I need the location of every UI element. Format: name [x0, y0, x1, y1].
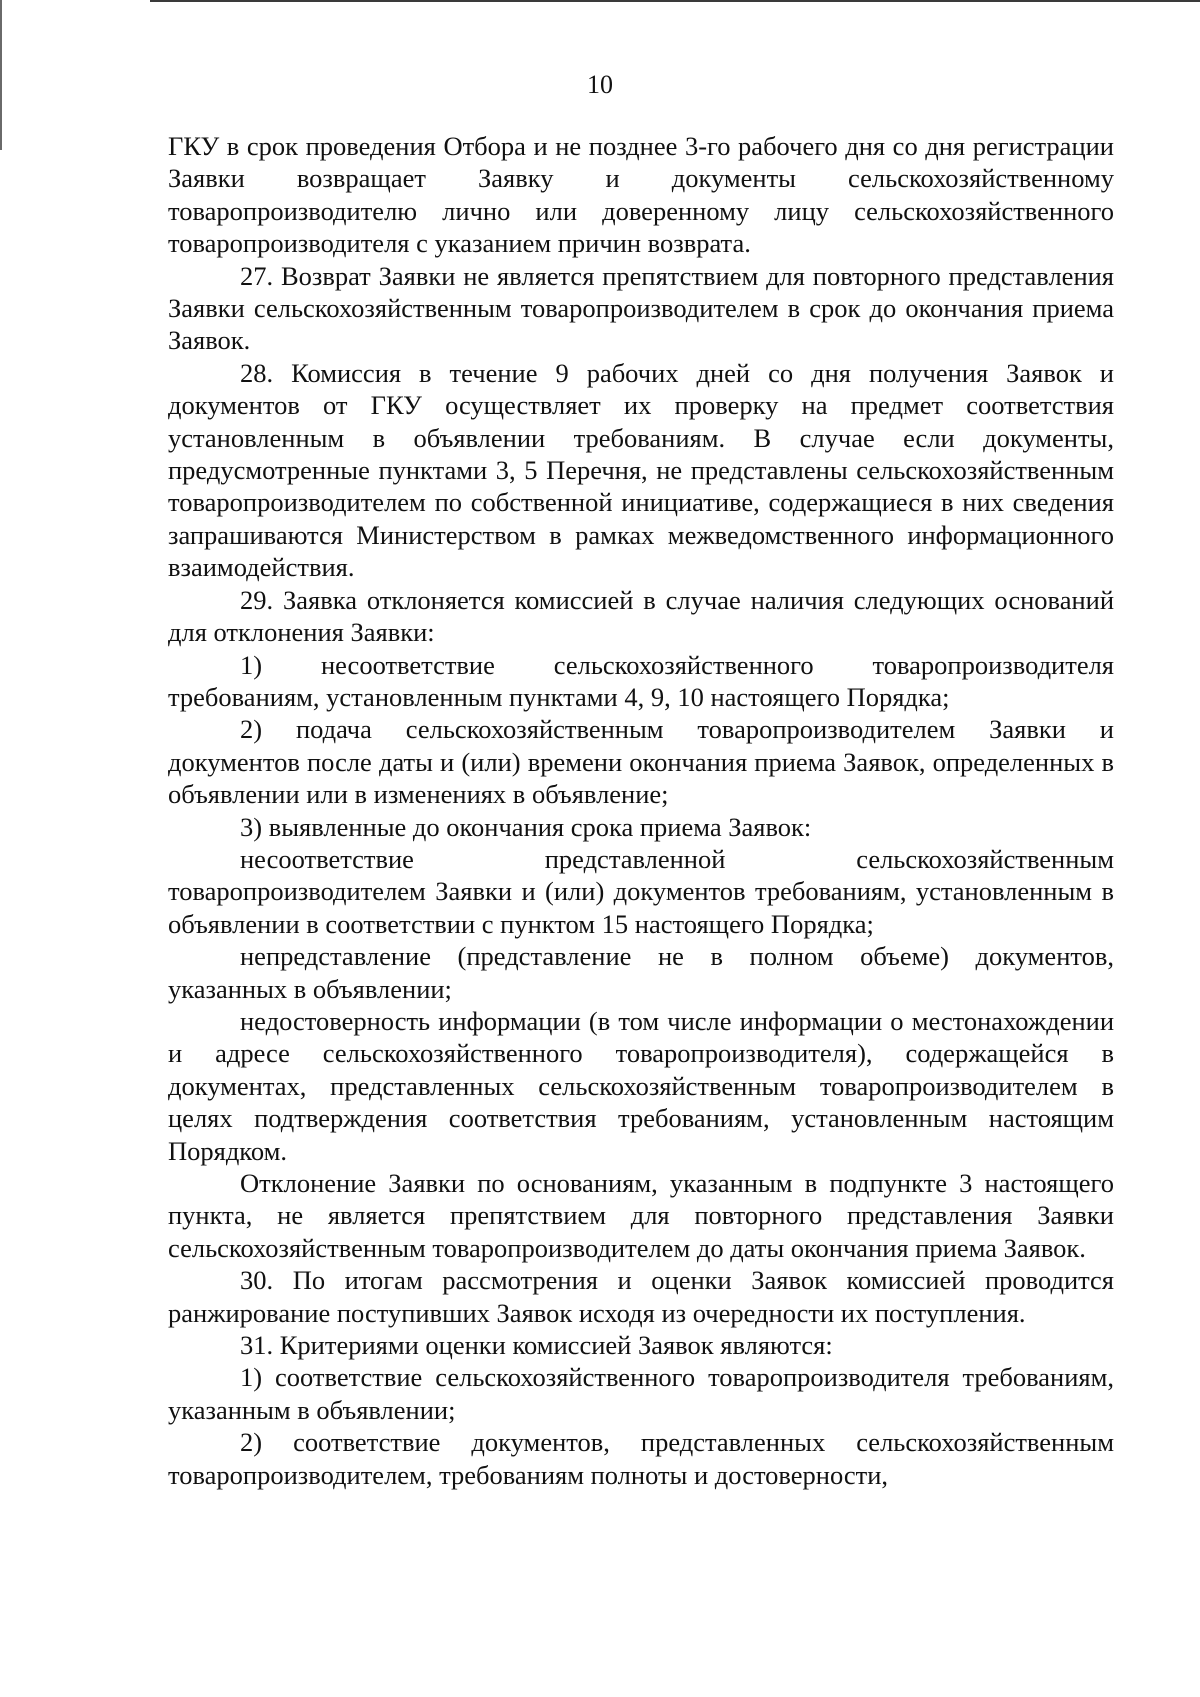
scan-edge-top	[150, 0, 1200, 2]
paragraph-31: 31. Критериями оценки комиссией Заявок являются:	[240, 1330, 833, 1361]
paragraph-29-item-3-c: недостоверность информации (в том числе информации о местонахождении и адресе сельскохозяйственного товаропроизводителя), содержащейся в документах, представленных сельскохозяйственным товаропроизводителем в целях подтверждения соответствия требованиям, установленным настоящим Порядком.	[168, 1005, 1114, 1166]
paragraph-31-item-2: 2) соответствие документов, представленных сельскохозяйственным товаропроизводителем, требованиям полноты и достоверности,	[168, 1427, 1114, 1490]
paragraph-continuation: ГКУ в срок проведения Отбора и не позднее 3-го рабочего дня со дня регистрации Заявки возвращает Заявку и документы сельскохозяйственному товаропроизводителю лично или доверенному лицу сельскохозяйственного товаропроизводителя с указанием причин возврата.	[168, 131, 1114, 259]
paragraph-29-item-3: 3) выявленные до окончания срока приема Заявок:	[240, 811, 812, 842]
paragraph-29-item-1: 1) несоответствие сельскохозяйственного товаропроизводителя требованиям, установленным пунктами 4, 9, 10 настоящего Порядка;	[168, 649, 1114, 712]
paragraph-27: 27. Возврат Заявки не является препятствием для повторного представления Заявки сельскохозяйственным товаропроизводителем в срок до окончания приема Заявок.	[168, 260, 1114, 356]
paragraph-29-note: Отклонение Заявки по основаниям, указанным в подпункте 3 настоящего пункта, не является препятствием для повторного представления Заявки сельскохозяйственным товаропроизводителем до даты окончания приема Заявок.	[168, 1168, 1114, 1263]
paragraph-29-item-3-b: непредставление (представление не в полном объеме) документов, указанных в объявлении;	[168, 941, 1114, 1004]
paragraph-28: 28. Комиссия в течение 9 рабочих дней со дня получения Заявок и документов от ГКУ осуществляет их проверку на предмет соответствия установленным в объявлении требованиям. В случае если документы, предусмотренные пунктами 3, 5 Перечня, не представлены сельскохозяйственным товаропроизводителем по собственной инициативе, содержащиеся в них сведения запрашиваются Министерством в рамках межведомственного информационного взаимодействия.	[168, 357, 1114, 583]
page-number: 10	[587, 70, 613, 99]
paragraph-29: 29. Заявка отклоняется комиссией в случае наличия следующих оснований для отклонения Заявки:	[168, 584, 1114, 648]
paragraph-29-item-3-a: несоответствие представленной сельскохозяйственным товаропроизводителем Заявки и (или) документов требованиям, установленным в объявлении в соответствии с пунктом 15 настоящего Порядка;	[168, 843, 1114, 939]
paragraph-31-item-1: 1) соответствие сельскохозяйственного товаропроизводителя требованиям, указанным в объявлении;	[168, 1362, 1114, 1425]
document-body	[168, 130, 1114, 1491]
paragraph-29-item-2: 2) подача сельскохозяйственным товаропроизводителем Заявки и документов после даты и (или) времени окончания приема Заявок, определенных в объявлении или в изменениях в объявление;	[168, 714, 1114, 810]
paragraph-30: 30. По итогам рассмотрения и оценки Заявок комиссией проводится ранжирование поступивших Заявок исходя из очередности их поступления.	[168, 1265, 1114, 1328]
